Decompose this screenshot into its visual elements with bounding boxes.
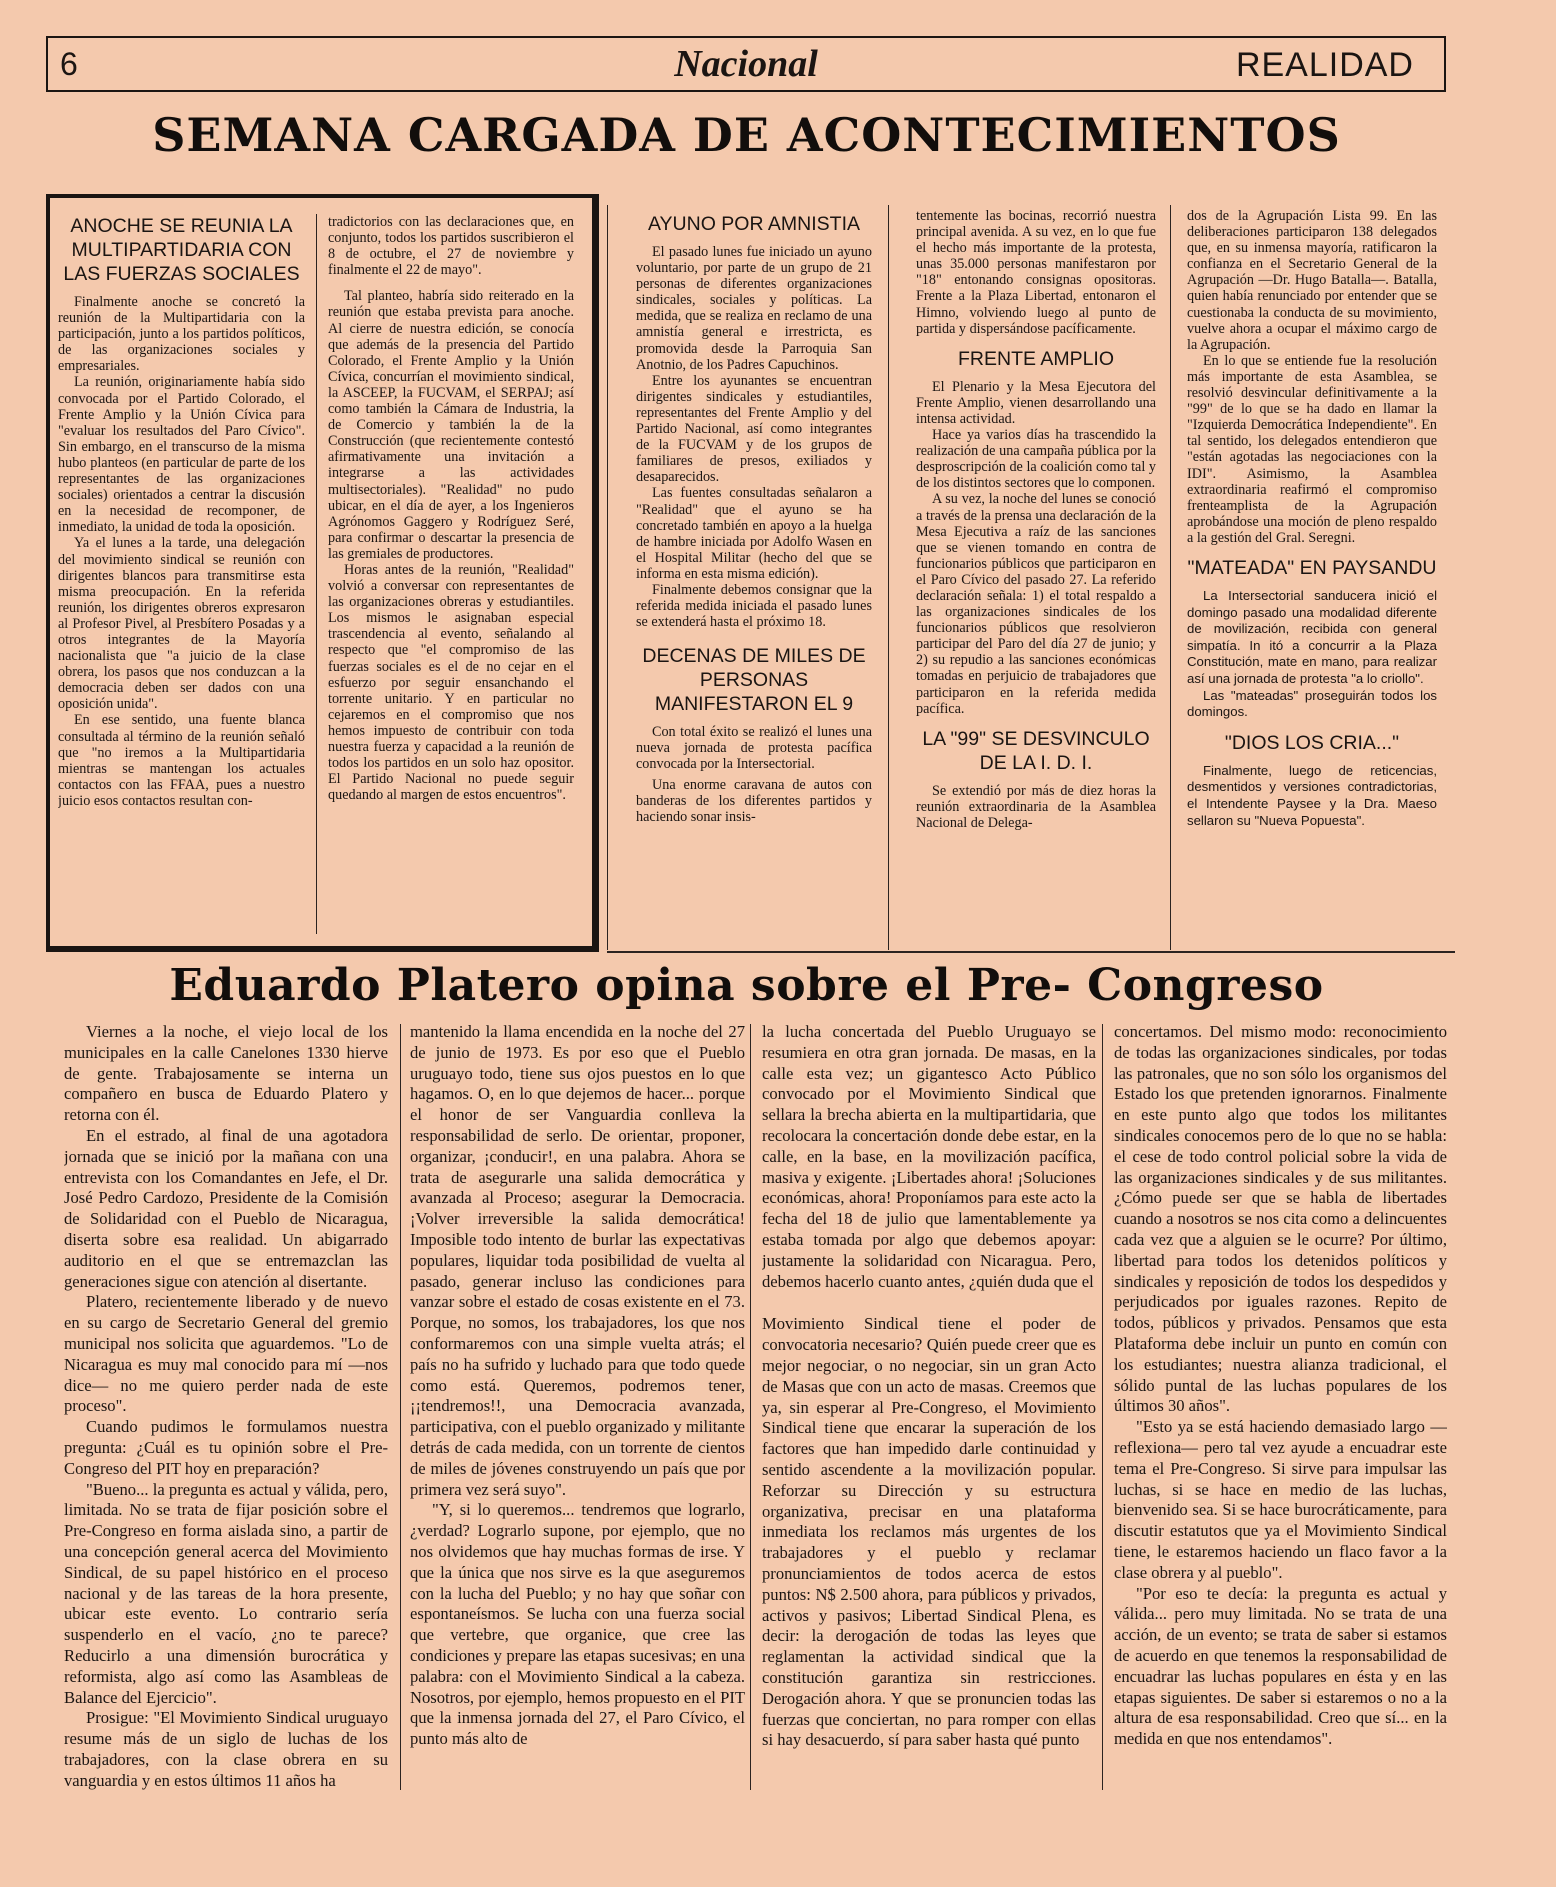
- column-divider: [750, 1024, 751, 1790]
- la99-title: LA "99" SE DESVINCULO DE LA I. D. I.: [922, 727, 1150, 774]
- section-divider: [607, 951, 1455, 953]
- platero-col-4: [1114, 1022, 1447, 1790]
- boxed-story-col-1: [58, 212, 305, 934]
- paragraph: La reunión, originariamente había sido convocada por el Partido Colorado, el Frente Amplio y la Unión Cívica para "evaluar los resultados del Paro Cívico". Sin embargo, en el transcurso de la misma hubo planteos (en particular de parte de los representantes de las organizaciones sociales) orientados a centrar la discusión en la necesidad de recomponer, de inmediato, la unidad de toda la oposición.: [58, 374, 305, 536]
- paragraph: la lucha concertada del Pueblo Uruguayo se resumiera en otra gran jornada. De masas, en la calle esta vez; un gigantesco Acto Público convocado por el Movimiento Sindical que sellara la brecha abierta en la multipartidaria, que recolocara la concertación donde debe estar, en la calle, en la base, en la movilización pacífica, masiva y exigente. ¡Libertades ahora! ¡Soluciones económicas, ahora! Proponíamos para este acto la fecha del 18 de julio que lamentablemente ya estaba tomada por algo que debemos apoyar: justamente la solidaridad con Nicaragua. Pero, debemos hacerlo cuanto antes, ¿quién duda que el: [762, 1022, 1096, 1291]
- news-column-4: [916, 208, 1156, 950]
- page-number: 6: [60, 46, 78, 82]
- paragraph: dos de la Agrupación Lista 99. En las deliberaciones participaron 138 delegados que, en su inmensa mayoría, ratificaron la confianza en el Secretario General de la Agrupación —Dr. Hugo Batalla—. Batalla, quien había renunciado por entender que se cuestionaba la conducta de su movimiento, vuelve ahora a ocupar el máximo cargo de la Agrupación.: [1187, 208, 1437, 353]
- news-column-3: [636, 208, 872, 950]
- paragraph: Se extendió por más de diez horas la reunión extraordinaria de la Asamblea Nacional de Delega-: [916, 782, 1156, 831]
- paragraph: Finalmente debemos consignar que la referida medida iniciada el pasado lunes se extenderá hasta el próximo 18.: [636, 581, 872, 631]
- boxed-story-title: ANOCHE SE REUNIA LA MULTIPARTIDARIA CON LAS FUERZAS SOCIALES: [63, 215, 300, 285]
- paragraph: "Por eso te decía: la pregunta es actual y válida... pero muy limitada. No se trata de una acción, de un evento; se trata de saber si estamos de acuerdo en que tenemos la responsabilidad de encuadrar las luchas populares en ésta y en las etapas siguientes. De saber si estaremos o no a la altura de esa responsabilidad. Creo que sí... en la medida en que nos entendamos".: [1114, 1583, 1447, 1749]
- decenas-title: DECENAS DE MILES DE PERSONAS MANIFESTARON EL 9: [642, 645, 866, 716]
- paragraph: tentemente las bocinas, recorrió nuestra principal avenida. A su vez, en lo que fue el hecho más importante de la protesta, unas 35.000 personas manifestaron por "18" entonando consignas opositoras. Frente a la Plaza Libertad, entonaron el Himno, volviendo luego al punto de partida y dispersándose pacíficamente.: [916, 208, 1156, 337]
- paragraph: mantenido la llama encendida en la noche del 27 de junio de 1973. Es por eso que el Pueblo uruguayo todo, tiene sus ojos puestos en lo que hagamos. O, en lo que dejemos de hacer... porque el honor de ser Vanguardia conlleva la responsabilidad de serlo. De orientar, proponer, organizar, ¡conducir!, en una palabra. Ahora se trata de asegurarle una salida democrática y avanzada al Proceso; asegurar la Democracia. ¡Volver irreversible la salida democrática! Imposible todo intento de burlar las expectativas populares, liquidar toda posibilidad de vuelta al pasado, generar incluso las condiciones para vanzar sobre el estado de cosas existente en el 73. Porque, no somos, los trabajadores, los que nos conformaremos con una simple vuelta atrás; el país no ha sufrido y luchado para que todo quede como está. Queremos, podremos tener, ¡¡tendremos!!, una Democracia avanzada, participativa, con el pueblo organizado y militante detrás de cada medida, con un torrente de cientos de miles de jóvenes construyendo un país que por primera vez será suyo".: [410, 1022, 745, 1499]
- column-divider: [400, 1024, 401, 1790]
- paragraph: tradictorios con las declaraciones que, en conjunto, todos los partidos suscribieron el 8 de octubre, el 27 de noviembre y finalmente el 22 de mayo".: [328, 214, 574, 279]
- column-divider: [888, 205, 889, 950]
- mateada-title: "MATEADA" EN PAYSANDU: [1187, 556, 1437, 579]
- platero-col-3: [762, 1022, 1096, 1790]
- paragraph: La Intersectorial sanducera inició el domingo pasado una modalidad diferente de movilización, recibida con general simpatía. In itó a concurrir a la Plaza Constitución, mate en mano, para realizar así una jornada de protesta "a lo criollo".: [1187, 587, 1437, 686]
- platero-col-1: [64, 1022, 388, 1790]
- column-divider: [607, 205, 608, 950]
- paragraph: "Esto ya se está haciendo demasiado largo —reflexiona— pero tal vez ayude a encuadrar este tema el Pre-Congreso. Si sirve para impulsar las luchas, si se hace en medio de las luchas, bienvenido sea. Si se hace burocráticamente, para discutir estatutos que ya el Movimiento Sindical tiene, le estaremos haciendo un flaco favor a la clase obrera y al pueblo".: [1114, 1417, 1447, 1582]
- frente-title: FRENTE AMPLIO: [957, 347, 1115, 370]
- paragraph: Con total éxito se realizó el lunes una nueva jornada de protesta pacífica convocada por la Intersectorial.: [636, 724, 872, 773]
- paragraph: "Bueno... la pregunta es actual y válida, pero, limitada. No se trata de fijar posición sobre el Pre-Congreso en forma aislada sino, a partir de una concepción general acerca del Movimiento Sindical, de su papel histórico en el proceso nacional y de las tareas de la hora presente, ubicar este evento. Lo contrario sería suspenderlo en el vacío, ¿no te parece? Reducirlo a una dimensión burocrática y reformista, algo así como las Asambleas de Balance del Ejercicio".: [64, 1479, 388, 1707]
- paragraph: Las fuentes consultadas señalaron a "Realidad" que el ayuno se ha concretado también en apoyo a la huelga de hambre iniciada por Adolfo Wasen en el Hospital Militar (hecho del que se informa en esta misma edición).: [636, 485, 872, 582]
- platero-col-2: [410, 1022, 745, 1790]
- paragraph: Finalmente anoche se concretó la reunión de la Multipartidaria con la participación, junto a los partidos políticos, de las organizaciones sociales y empresariales.: [58, 294, 305, 375]
- paragraph: Una enorme caravana de autos con banderas de los diferentes partidos y haciendo sonar insis-: [636, 776, 872, 825]
- section-name: Nacional: [674, 43, 818, 85]
- paragraph: Hace ya varios días ha trascendido la realización de una campaña pública por la desproscripción de la coalición como tal y de los distintos sectores que lo componen.: [916, 427, 1156, 492]
- paragraph: "Y, si lo queremos... tendremos que lograrlo, ¿verdad? Lograrlo supone, por ejemplo, que no nos olvidemos que hay muchas formas de irse. Y que la única que nos sirve es la que aseguremos con la lucha del Pueblo; y no hay que soñar con espontaneísmos. Se lucha con una fuerza social que vertebre, que organice, que cree las condiciones y prepare las etapas sucesivas; en una palabra: con el Movimiento Sindical a la cabeza. Nosotros, por ejemplo, hemos propuesto en el PIT que la inmensa jornada del 27, el Paro Cívico, el punto más alto de: [410, 1500, 745, 1749]
- paragraph: El Plenario y la Mesa Ejecutora del Frente Amplio, vienen desarrollando una intensa actividad.: [916, 378, 1156, 427]
- main-headline: SEMANA CARGADA DE ACONTECIMIENTOS: [152, 108, 1341, 162]
- page-header: [46, 36, 1446, 92]
- dios-title: "DIOS LOS CRIA...": [1224, 731, 1400, 754]
- paragraph: Prosigue: "El Movimiento Sindical uruguayo resume más de un siglo de luchas de los trabajadores, con la clase obrera en su vanguardia y en estos últimos 11 años ha: [64, 1708, 388, 1790]
- paragraph: Movimiento Sindical tiene el poder de convocatoria necesario? Quién puede creer que es mejor negociar, o no negociar, sin un gran Acto de Masas que con un acto de masas. Creemos que ya, sin esperar al Pre-Congreso, el Movimiento Sindical tiene que encarar la superación de los factores que han impedido darle continuidad y sentido ascendente a la movilización popular. Reforzar su Dirección y su estructura organizativa, precisar en una plataforma inmediata los reclamos más urgentes de los trabajadores y el pueblo y reclamar pronunciamientos de todos acerca de estos puntos: N$ 2.500 ahora, para públicos y privados, activos y pasivos; Libertad Sindical Plena, es decir: la derogación de todas las leyes que reglamentan la actividad sindical que la constitución garantiza sin restricciones. Derogación ahora. Y que se pronuncien todas las fuerzas que conciertan, no para romper con ellas si hay desacuerdo, sí para saber hasta qué punto: [762, 1314, 1096, 1750]
- paragraph: Tal planteo, habría sido reiterado en la reunión que estaba prevista para anoche. Al cierre de nuestra edición, se conocía que además de la presencia del Partido Colorado, el Frente Amplio y la Unión Cívica, concurrían el movimiento sindical, la ASCEEP, la FUCVAM, el SERPAJ; así como también la Cámara de Industria, la de Comercio y también la de la Construcción (que recientemente contestó afirmativamente una invitación a integrarse a las actividades multisectoriales). "Realidad" no pudo ubicar, en el día de ayer, a los Ingenieros Agrónomos Gaggero y Rodríguez Seré, para confirmar o descartar la presencia de las gremiales de productores.: [328, 288, 574, 562]
- news-column-5: [1187, 208, 1437, 950]
- paragraph: Cuando pudimos le formulamos nuestra pregunta: ¿Cuál es tu opinión sobre el Pre-Congreso del PIT hoy en preparación?: [64, 1417, 388, 1478]
- paragraph: Las "mateadas" proseguirán todos los domingos.: [1187, 687, 1437, 720]
- paragraph: Horas antes de la reunión, "Realidad" volvió a conversar con representantes de las organizaciones obreras y estudiantiles. Los mismos le asignaban especial trascendencia al evento, señalando al respecto que "el compromiso de las fuerzas sociales es el de no cejar en el esfuerzo por seguir ensanchando el torrente unitario. Y en particular no cejaremos en el compromiso que nos hemos impuesto de contribuir con toda nuestra fuerza y capacidad a la reunión de todos los partidos en un solo haz opositor. El Partido Nacional no puede seguir quedando al margen de estos encuentros".: [328, 561, 574, 804]
- publication-name: REALIDAD: [1235, 46, 1414, 84]
- column-divider: [1102, 1024, 1103, 1790]
- paragraph: Platero, recientemente liberado y de nuevo en su cargo de Secretario General del gremio municipal nos solicita que aguardemos. "Lo de Nicaragua es muy mal conocido para mí —nos dice— no me quiero perder nada de este proceso".: [64, 1292, 388, 1416]
- paragraph: El pasado lunes fue iniciado un ayuno voluntario, por parte de un grupo de 21 personas de diferentes organizaciones sindicales, sociales y políticas. La medida, que se realiza en reclamo de una amnistía general e irrestricta, es promovida desde la Parroquia San Anotnio, de los Padres Capuchinos.: [636, 244, 872, 373]
- column-divider: [316, 214, 317, 934]
- paragraph: En ese sentido, una fuente blanca consultada al término de la reunión señaló que "no iremos a la Multipartidaria mientras se mantengan los actuales contactos con las FFAA, pues a nuestro juicio esos contactos resultan con-: [58, 712, 305, 809]
- paragraph: concertamos. Del mismo modo: reconocimiento de todas las organizaciones sindicales, por todas las patronales, que no son sólo los organismos del Estado los que pretenden ignorarnos. Finalmente en este punto algo que todos los militantes sindicales conocemos pero de lo que no se habla: el cese de todo control policial sobre la vida de las organizaciones sindicales y de sus militantes. ¿Cómo puede ser que se habla de libertades cuando a nosotros se nos cita como a delincuentes cada vez que a alguien se le ocurre? Por último, libertad para todos los detenidos políticos y sindicales y reposición de todos los despedidos y perjudicados por iguales razones. Repito de todos, públicos y privados. Pensamos que esta Plataforma debe incluir un punto en común con los estudiantes; nuestra alianza tradicional, el sólido puntal de las luchas populares de los últimos 30 años".: [1114, 1022, 1447, 1416]
- paragraph: Entre los ayunantes se encuentran dirigentes sindicales y estudiantiles, representantes del Frente Amplio y del Partido Nacional, así como integrantes de la FUCVAM y de los grupos de familiares de presos, exiliados y desaparecidos.: [636, 372, 872, 486]
- column-divider: [1170, 205, 1171, 950]
- paragraph: A su vez, la noche del lunes se conoció a través de la prensa una declaración de la Mesa Ejecutiva a raíz de las sanciones que se vienen tomando en contra de funcionarios públicos que participaron en el Paro Cívico del pasado 27. La referido declaración señala: 1) el total respaldo a las organizaciones sindicales de los funcionarios públicos que resolvieron participar del Paro del día 27 de junio; y 2) su repudio a las sanciones económicas tomadas en perjuicio de trabajadores que participaron en la referida medida pacífica.: [916, 491, 1156, 717]
- platero-headline: Eduardo Platero opina sobre el Pre- Congreso: [169, 960, 1324, 1011]
- paragraph: Viernes a la noche, el viejo local de los municipales en la calle Canelones 1330 hierve de gente. Trabajosamente se interna un compañero en busca de Eduardo Platero y retorna con él.: [64, 1022, 388, 1125]
- ayuno-title: AYUNO POR AMNISTIA: [647, 213, 860, 235]
- boxed-story-col-2: [328, 214, 574, 934]
- paragraph: En lo que se entiende fue la resolución más importante de esta Asamblea, se resolvió desvincular definitivamente a la "99" de lo que se ha dado en llamar la "Izquierda Democrática Independiente". En tal sentido, los delegados entendieron que "están agotadas las negociaciones con la IDI". Asimismo, la Asamblea extraordinaria reafirmó el compromiso frenteamplista de la Agrupación aprobándose una moción de pleno respaldo a la gestión del Gral. Seregni.: [1187, 352, 1437, 546]
- paragraph: Ya el lunes a la tarde, una delegación del movimiento sindical se reunión con dirigentes blancos para transmitirse esta misma preocupación. En la referida reunión, los dirigentes obreros expresaron al Profesor Pivel, al Presbítero Posadas y a otros integrantes de la Mayoría nacionalista que "a juicio de la clase obrera, los pasos que nos conduzcan a la democracia deben ser dados con una oposición unida".: [58, 535, 305, 713]
- paragraph: En el estrado, al final de una agotadora jornada que se inició por la mañana con una entrevista con los Comandantes en Jefe, el Dr. José Pedro Cardozo, Presidente de la Comisión de Solidaridad con el Pueblo de Nicaragua, diserta sobre esa realidad. Un abigarrado auditorio en el que se entremazclan las generaciones sigue con atención al disertante.: [64, 1125, 388, 1291]
- paragraph: Finalmente, luego de reticencias, desmentidos y versiones contradictorias, el Intendente Paysee y la Dra. Maeso sellaron su "Nueva Popuesta".: [1187, 762, 1437, 828]
